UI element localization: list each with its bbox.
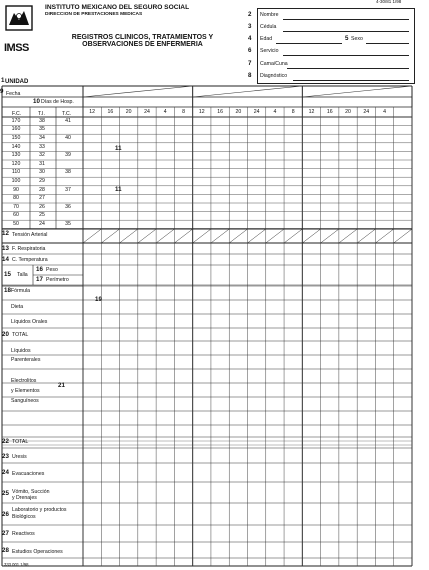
tc-value: 36 — [65, 203, 71, 210]
field-num-5: 5 — [345, 35, 349, 42]
hour-label: 16 — [326, 109, 333, 115]
field-label-cama: Cama/Cuna — [260, 61, 288, 67]
field-label-edad: Edad — [260, 36, 273, 42]
hour-label: 12 — [198, 109, 205, 115]
tension-diagonal — [284, 229, 302, 243]
row-laboratorio-2: Biológicos — [12, 514, 36, 520]
form-code-top: 4-30/81 1/98 — [376, 0, 402, 4]
fc-value: 160 — [11, 126, 21, 133]
tension-diagonal — [138, 229, 156, 243]
fc-value: 100 — [11, 178, 21, 184]
row-num-27: 27 — [2, 530, 9, 537]
row-total-1: TOTAL — [12, 332, 29, 338]
grid-marker-11a: 11 — [115, 145, 122, 152]
tension-diagonal — [229, 229, 247, 243]
ti-value: 35 — [39, 126, 45, 133]
row-temperatura: C. Temperatura — [12, 257, 48, 263]
hour-label: 24 — [144, 109, 150, 115]
row-num-13: 13 — [2, 245, 9, 252]
dias-label: Días de Hosp. — [41, 99, 74, 105]
fecha-label: Fecha — [6, 91, 21, 97]
hour-label: 12 — [308, 109, 315, 115]
tc-value: 40 — [65, 135, 71, 141]
ti-value: 26 — [39, 203, 45, 210]
unidad-num: 1 — [1, 77, 5, 84]
fc-value: 120 — [11, 160, 21, 167]
dias-num: 10 — [33, 98, 40, 105]
header-fc: F.C. — [12, 111, 22, 117]
tc-value: 38 — [65, 169, 71, 176]
ti-value: 30 — [39, 169, 45, 176]
tension-diagonal — [248, 229, 266, 243]
label-sanguineos: Sanguíneos — [11, 398, 39, 404]
fc-value: 50 — [13, 221, 19, 227]
row-num-12: 12 — [2, 230, 9, 237]
hour-label: 20 — [235, 109, 242, 115]
row-estudios: Estudios Operaciones — [12, 549, 63, 555]
row-dieta: Dieta — [11, 304, 24, 310]
fc-value: 130 — [11, 152, 21, 159]
fc-value: 150 — [11, 135, 21, 141]
tension-diagonal — [266, 229, 284, 243]
fc-value: 90 — [13, 186, 19, 193]
block-num-21: 21 — [58, 382, 65, 389]
row-reactivos: Reactivos — [12, 531, 35, 537]
header-tc: T.C. — [62, 111, 72, 117]
field-num-7: 7 — [248, 60, 252, 67]
label-parenterales: Parenterales — [11, 357, 41, 363]
ti-value: 34 — [39, 135, 45, 141]
form-title-line1: REGISTROS CLINICOS, TRATAMIENTOS Y — [71, 34, 214, 41]
row-peso: Peso — [46, 267, 58, 273]
hour-label: 8 — [291, 109, 295, 115]
row-total-2: TOTAL — [12, 439, 29, 445]
field-num-3: 3 — [248, 23, 252, 30]
hour-label: 16 — [107, 109, 114, 115]
date-diagonal — [83, 86, 193, 97]
institution-name: INSTITUTO MEXICANO DEL SEGURO SOCIAL — [45, 4, 190, 11]
row-num-26: 26 — [2, 511, 9, 518]
tc-value: 35 — [65, 221, 71, 227]
row-num-24: 24 — [2, 469, 9, 476]
fecha-num: 9 — [0, 88, 4, 95]
label-electrolitos: Electrolitos — [11, 378, 37, 384]
hour-label: 24 — [253, 109, 260, 115]
tension-diagonal — [394, 229, 412, 243]
field-num-4: 4 — [248, 35, 252, 42]
row-num-15: 15 — [4, 271, 11, 278]
ti-value: 38 — [39, 117, 45, 124]
hour-label: 16 — [217, 109, 223, 115]
fc-value: 70 — [13, 203, 19, 210]
row-formula: Fórmula — [11, 288, 31, 294]
label-liquidos: Líquidos — [11, 348, 31, 354]
field-num-6: 6 — [248, 47, 252, 54]
row-num-25: 25 — [2, 490, 9, 497]
row-num-14: 14 — [2, 256, 9, 263]
row-num-23: 23 — [2, 453, 9, 460]
hour-label: 4 — [163, 109, 167, 115]
tension-diagonal — [211, 229, 229, 243]
row-vomito-2: y Drenajes — [12, 495, 37, 501]
row-num-16: 16 — [36, 266, 43, 273]
tension-diagonal — [321, 229, 339, 243]
row-vomito-1: Vómito, Succión — [12, 489, 50, 495]
row-uresis: Uresis — [12, 454, 27, 460]
tc-value: 37 — [65, 186, 71, 193]
row-num-20: 20 — [2, 331, 9, 338]
ti-value: 27 — [39, 195, 45, 202]
row-laboratorio-1: Laboratorio y productos — [12, 507, 67, 513]
fc-value: 170 — [11, 117, 21, 124]
tension-diagonal — [375, 229, 393, 243]
grid-marker-11b: 11 — [115, 186, 122, 193]
field-label-diagnostico: Diagnóstico — [260, 73, 288, 79]
label-elementos: y Elementos — [11, 388, 40, 394]
field-label-sexo: Sexo — [351, 36, 363, 42]
field-label-nombre: Nombre — [260, 12, 279, 18]
header-ti: T.I. — [38, 111, 45, 117]
ti-value: 31 — [39, 160, 45, 167]
tension-diagonal — [101, 229, 119, 243]
logo-text: IMSS — [4, 42, 29, 54]
row-tension-arterial: Tensión Arterial — [12, 232, 48, 238]
tension-diagonal — [120, 229, 138, 243]
row-num-18: 18 — [4, 287, 11, 294]
form-code-bottom: 333 001 1/98 — [4, 562, 29, 567]
tc-value: 39 — [65, 152, 71, 159]
date-diagonal — [302, 86, 412, 97]
tension-diagonal — [339, 229, 357, 243]
hour-label: 20 — [345, 109, 351, 115]
tc-value: 41 — [65, 117, 71, 124]
date-diagonal — [193, 86, 303, 97]
ti-value: 24 — [39, 221, 45, 227]
fc-value: 60 — [13, 212, 19, 219]
row-frecuencia-respiratoria: F. Respiratoria — [12, 246, 46, 252]
row-num-22: 22 — [2, 438, 9, 445]
block-num-19: 19 — [95, 296, 102, 303]
tension-diagonal — [83, 229, 101, 243]
field-num-2: 2 — [248, 11, 252, 18]
field-label-servicio: Servicio — [260, 48, 279, 54]
hour-label: 4 — [383, 109, 387, 115]
hour-label: 8 — [182, 109, 185, 115]
fc-value: 110 — [11, 169, 21, 176]
hour-label: 4 — [273, 109, 277, 115]
row-num-28: 28 — [2, 547, 9, 554]
tension-diagonal — [302, 229, 320, 243]
tension-diagonal — [156, 229, 174, 243]
tension-diagonal — [357, 229, 375, 243]
fc-value: 140 — [11, 143, 21, 150]
field-label-cedula: Cédula — [260, 24, 277, 30]
ti-value: 32 — [39, 152, 45, 159]
hour-label: 12 — [89, 109, 96, 115]
ti-value: 25 — [39, 212, 45, 219]
form-title-line2: OBSERVACIONES DE ENFERMERIA — [82, 41, 203, 49]
hour-label: 20 — [125, 109, 132, 115]
row-perimetro: Perímetro — [46, 277, 69, 283]
hour-label: 24 — [363, 109, 370, 115]
row-liquidos-orales: Líquidos Orales — [11, 319, 48, 325]
ti-value: 33 — [39, 143, 45, 150]
division-name: DIRECCION DE PRESTACIONES MEDICAS — [45, 12, 143, 17]
ti-value: 28 — [39, 186, 45, 193]
unidad-label: UNIDAD — [5, 79, 29, 85]
field-num-8: 8 — [248, 72, 252, 79]
row-num-17: 17 — [36, 276, 43, 283]
row-talla: Talla — [17, 272, 28, 278]
tension-diagonal — [174, 229, 192, 243]
row-evacuaciones: Evacuaciones — [12, 471, 45, 477]
tension-diagonal — [193, 229, 211, 243]
fc-value: 80 — [13, 195, 19, 202]
ti-value: 29 — [39, 178, 45, 184]
